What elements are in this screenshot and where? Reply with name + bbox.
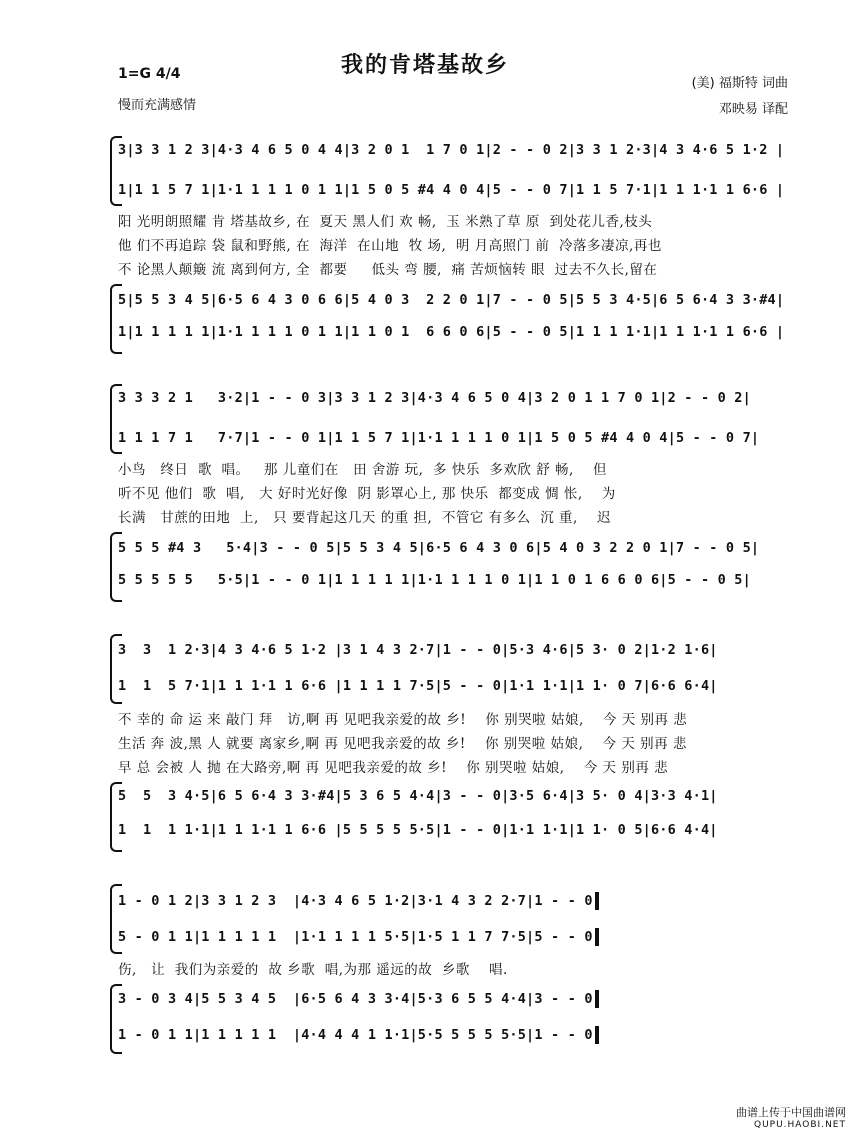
staff-alto: 1 1 1 7 1 7·7|1 - - 0 1|1 1 5 7 1|1·1 1 1 1 0 1|1 5 0 5 #4 4 0 4|5 - - 0 7|	[118, 430, 760, 446]
lyrics-verse-1: 伤, 让 我们为亲爱的 故 乡歌 唱,为那 遥远的故 乡歌 唱.	[118, 962, 508, 978]
lyrics-verse-2: 听不见 他们 歌 唱, 大 好时光好像 阴 影罩心上, 那 快乐 都变成 惆 怅, 为	[118, 486, 616, 502]
final-barline	[595, 928, 599, 946]
arranger-credit: 邓映易 译配	[718, 102, 788, 117]
score-system-2	[118, 384, 778, 604]
staff-alto: 1|1 1 5 7 1|1·1 1 1 1 0 1 1|1 5 0 5 #4 4 0 4|5 - - 0 7|1 1 5 7·1|1 1 1·1 1 6·6 |	[118, 182, 785, 198]
watermark-line-2: QUPU.HAOBI.NET	[753, 1120, 846, 1130]
composer-credit: (美) 福斯特 词曲	[691, 76, 788, 91]
score-system-3	[118, 634, 778, 854]
staff-soprano: 3 3 1 2·3|4 3 4·6 5 1·2 |3 1 4 3 2·7|1 - - 0|5·3 4·6|5 3· 0 2|1·2 1·6|	[118, 642, 718, 658]
score-system-1	[118, 136, 785, 356]
staff-alto-notes: 5 - 0 1 1|1 1 1 1 1 |1·1 1 1 1 5·5|1·5 1 1 7 7·5|5 - - 0	[118, 929, 593, 945]
final-barline	[595, 1026, 599, 1044]
staff-bass	[118, 1026, 599, 1044]
final-barline	[595, 990, 599, 1008]
lyrics-verse-1: 阳 光明朗照耀 肯 塔基故乡, 在 夏天 黑人们 欢 畅, 玉 米熟了草 原 到处花儿香,枝头	[118, 214, 653, 230]
staff-bass: 1|1 1 1 1 1|1·1 1 1 1 0 1 1|1 1 0 1 6 6 0 6|5 - - 0 5|1 1 1 1·1|1 1 1·1 1 6·6 |	[118, 324, 785, 340]
lyrics-verse-2: 他 们不再追踪 袋 鼠和野熊, 在 海洋 在山地 牧 场, 明 月高照门 前 冷落多凄凉,再也	[118, 238, 662, 254]
page-title: 我的肯塔基故乡	[340, 52, 509, 78]
final-barline	[595, 892, 599, 910]
lyrics-verse-1: 小鸟 终日 歌 唱。 那 儿童们在 田 舍游 玩, 多 快乐 多欢欣 舒 畅, 但	[118, 462, 607, 478]
lyrics-verse-1: 不 幸的 命 运 来 敲门 拜 访,啊 再 见吧我亲爱的故 乡! 你 别哭啦 姑娘, 今 天 别再 悲	[118, 712, 688, 728]
staff-tenor	[118, 990, 599, 1008]
site-watermark	[736, 1104, 846, 1130]
tempo-marking: 慢而充满感情	[118, 98, 197, 113]
score-system-4	[118, 884, 778, 1064]
lyrics-verse-3: 早 总 会被 人 抛 在大路旁,啊 再 见吧我亲爱的故 乡! 你 别哭啦 姑娘, 今 天 别再 悲	[118, 760, 669, 776]
staff-alto: 1 1 5 7·1|1 1 1·1 1 6·6 |1 1 1 1 7·5|5 - - 0|1·1 1·1|1 1· 0 7|6·6 6·4|	[118, 678, 718, 694]
staff-bass-notes: 1 - 0 1 1|1 1 1 1 1 |4·4 4 4 1 1·1|5·5 5 5 5 5·5|1 - - 0	[118, 1027, 593, 1043]
staff-soprano	[118, 892, 599, 910]
staff-soprano: 3 3 3 2 1 3·2|1 - - 0 3|3 3 1 2 3|4·3 4 6 5 0 4|3 2 0 1 1 7 0 1|2 - - 0 2|	[118, 390, 751, 406]
lyrics-verse-3: 长满 甘蔗的田地 上, 只 要背起这几天 的重 担, 不管它 有多么 沉 重, 迟	[118, 510, 611, 526]
key-signature: 1=G 4/4	[118, 66, 181, 82]
staff-bass: 5 5 5 5 5 5·5|1 - - 0 1|1 1 1 1 1|1·1 1 1 1 0 1|1 1 0 1 6 6 0 6|5 - - 0 5|	[118, 572, 751, 588]
staff-soprano-notes: 1 - 0 1 2|3 3 1 2 3 |4·3 4 6 5 1·2|3·1 4 3 2 2·7|1 - - 0	[118, 893, 593, 909]
lyrics-verse-3: 不 论黑人颠簸 流 离到何方, 全 都要 低头 弯 腰, 痛 苦烦恼转 眼 过去不久长,留在	[118, 262, 658, 278]
staff-tenor: 5|5 5 3 4 5|6·5 6 4 3 0 6 6|5 4 0 3 2 2 0 1|7 - - 0 5|5 5 3 4·5|6 5 6·4 3 3·#4|	[118, 292, 785, 308]
staff-soprano: 3|3 3 1 2 3|4·3 4 6 5 0 4 4|3 2 0 1 1 7 0 1|2 - - 0 2|3 3 1 2·3|4 3 4·6 5 1·2 |	[118, 142, 785, 158]
lyrics-verse-2: 生活 奔 波,黑 人 就要 离家乡,啊 再 见吧我亲爱的故 乡! 你 别哭啦 姑娘, 今 天 别再 悲	[118, 736, 687, 752]
staff-tenor: 5 5 3 4·5|6 5 6·4 3 3·#4|5 3 6 5 4·4|3 - - 0|3·5 6·4|3 5· 0 4|3·3 4·1|	[118, 788, 718, 804]
watermark-line-1: 曲谱上传于中国曲谱网	[736, 1106, 846, 1119]
staff-alto	[118, 928, 599, 946]
staff-tenor-notes: 3 - 0 3 4|5 5 3 4 5 |6·5 6 4 3 3·4|5·3 6 5 5 4·4|3 - - 0	[118, 991, 593, 1007]
staff-tenor: 5 5 5 #4 3 5·4|3 - - 0 5|5 5 3 4 5|6·5 6 4 3 0 6|5 4 0 3 2 2 0 1|7 - - 0 5|	[118, 540, 760, 556]
staff-bass: 1 1 1 1·1|1 1 1·1 1 6·6 |5 5 5 5 5·5|1 - - 0|1·1 1·1|1 1· 0 5|6·6 4·4|	[118, 822, 718, 838]
